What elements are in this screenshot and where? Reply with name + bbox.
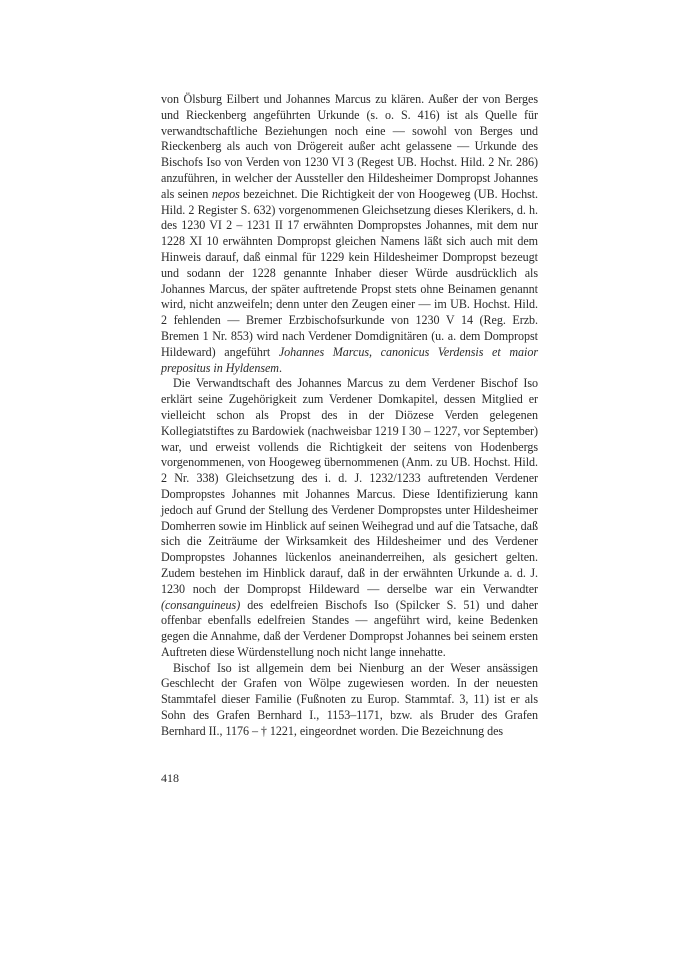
paragraph-2 xyxy=(161,376,538,660)
paragraph-1 xyxy=(161,92,538,376)
paragraph-3 xyxy=(161,661,538,740)
text-run: Die Verwandtschaft des Johannes Marcus zu dem Verdener Bischof Iso erklärt seine Zugehörigkeit zum Verdener Domkapitel, dessen Mitglied er vielleicht schon als Propst des in der Diözese Verden gelegenen Kollegiatstiftes zu Bardowiek (nachweisbar 1219 I 30 – 1227, vor September) war, und erweist vollends die Richtigkeit der seitens von Hodenbergs vorgenommenen, von Hoogeweg übernommenen (Anm. zu UB. Hochst. Hild. 2 Nr. 338) Gleichsetzung des i. d. J. 1232/1233 auftretenden Verdener Dompropstes Johannes mit Johannes Marcus. Diese Identifizierung kann jedoch auf Grund der Stellung des Verdener Dompropstes unter Hildesheimer Domherren sowie im Hinblick auf seinen Weihegrad und auf die Tatsache, daß sich die Zeiträume der Wirksamkeit des Hildesheimer und des Verdener Dompropstes Johannes lückenlos aneinanderreihen, als gesichert gelten. Zudem bestehen im Hinblick darauf, daß in der erwähnten Urkunde a. d. J. 1230 noch der Dompropst Hildeward — derselbe war ein Verwandter xyxy=(161,376,538,596)
text-run: bezeichnet. Die Richtigkeit der von Hoogeweg (UB. Hochst. Hild. 2 Register S. 632) vorgenommenen Gleichsetzung dieses Klerikers, d. h. des 1230 VI 2 – 1231 II 17 erwähnten Dompropstes Johannes, mit dem nur 1228 XI 10 erwähnten Dompropst gleichen Namens läßt sich auch mit dem Hinweis darauf, daß einmal für 1229 kein Hildesheimer Dompropst bezeugt und sodann der 1228 genannte Inhaber dieser Würde ausdrücklich als Johannes Marcus, der später auftretende Propst stets ohne Beinamen genannt wird, nicht anzweifeln; denn unter den Zeugen einer — im UB. Hochst. Hild. 2 fehlenden — Bremer Erzbischofsurkunde von 1230 V 14 (Reg. Erzb. Bremen 1 Nr. 853) wird nach Verdener Domdignitären (u. a. dem Dompropst Hildeward) angeführt xyxy=(161,186,539,359)
text-run: des edelfreien Bischofs Iso (Spilcker S. 51) und daher offenbar ebenfalls edelfreien Standes — angeführt wird, keine Bedenken gegen die Annahme, daß der Verdener Dompropst Johannes bei seinem ersten Auftreten diese Würdenstellung noch nicht lange innehatte. xyxy=(161,597,538,659)
text-run: Bischof Iso ist allgemein dem bei Nienburg an der Weser ansässigen Geschlecht der Grafen von Wölpe zugewiesen worden. In der neuesten Stammtafel dieser Familie (Fußnoten zu Europ. Stammtaf. 3, 11) ist er als Sohn des Grafen Bernhard I., 1153–1171, bzw. als Bruder des Grafen Bernhard II., 1176 – † 1221, eingeordnet worden. Die Bezeichnung des xyxy=(161,660,538,738)
document-body xyxy=(161,92,538,740)
italic-quotation: Johannes Marcus, canonicus Verdensis et maior prepositus in Hyldensem xyxy=(161,344,538,375)
text-run: von Ölsburg Eilbert und Johannes Marcus zu klären. Außer der von Berges und Rieckenberg angeführten Urkunde (s. o. S. 416) ist als Quelle für verwandtschaftliche Beziehungen noch eine — sowohl von Berges und Rieckenberg als auch von Drögereit außer acht gelassene — Urkunde des Bischofs Iso von Verden von 1230 VI 3 (Regest UB. Hochst. Hild. 2 Nr. 286) anzuführen, in welcher der Aussteller den Hildesheimer Dompropst Johannes als seinen xyxy=(161,92,538,201)
page-number: 418 xyxy=(161,771,179,785)
text-run: . xyxy=(278,360,282,375)
italic-term-nepos: nepos xyxy=(211,186,240,201)
italic-term-consanguineus: (consanguineus) xyxy=(161,597,241,612)
